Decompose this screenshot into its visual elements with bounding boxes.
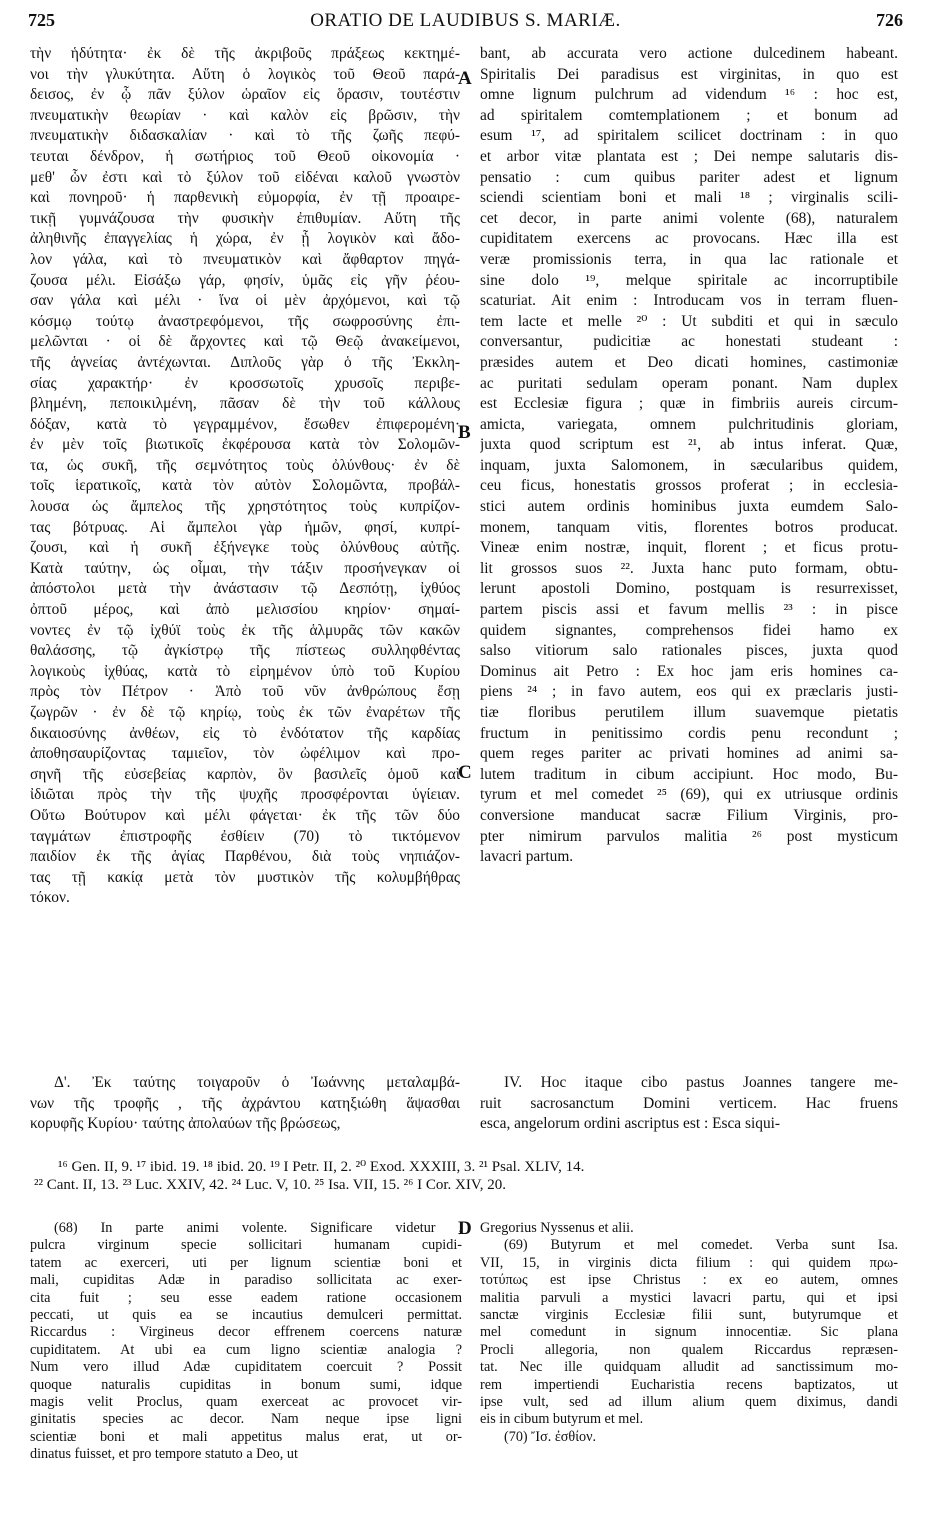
- footnote-line: Gregorius Nyssenus et alii.: [480, 1220, 634, 1236]
- latin-text-line: tem lacte et melle ²⁰ : Ut subditi et qui in sæculo: [480, 312, 898, 330]
- greek-section-iv: [30, 1073, 460, 1135]
- greek-text-line: τα, ὡς συκῆ, τῆς σεμνότητος τοὺς ὀλύνθους· ἐν δὲ: [30, 456, 460, 474]
- latin-text-line: ac puritati sedulam operam ponant. Nam duplex: [480, 374, 898, 392]
- greek-text-line: τὴν ἡδύτητα· ἐκ δὲ τῆς ἀκριβοῦς πράξεως κεκτημέ-: [30, 45, 460, 62]
- greek-section-line: κορυφῆς Κυρίου· ταύτης ἀπολαύων τῆς βρώσεως,: [30, 1115, 341, 1133]
- greek-text-line: τῆς ἁγνείας ἀντέχωνται. Διπλοῦς γὰρ ὁ τῆς Ἐκκλη-: [30, 353, 460, 371]
- greek-text-line: νοντες ἐν τῷ ἰχθύϊ τοὺς ἐκ τῆς ἁλμυρᾶς τῶν κακῶν: [30, 621, 460, 639]
- greek-text-line: Κατὰ ταύτην, ὡς οἶμαι, τὴν τάξιν προσήνεγκαν οἱ: [30, 559, 460, 577]
- greek-text-line: βλημένη, πεποικιλμένη, πᾶσαν δὲ τὴν τοῦ κάλλους: [30, 395, 460, 413]
- greek-text-line: λογικοὺς ἰχθύας, κατὰ τὸ εἰρημένον ὑπὸ τοῦ Κυρίου: [30, 662, 460, 680]
- margin-marker-b: B: [458, 422, 471, 443]
- footnote-line: tat. Nec ille quidquam alludit ad sanctissimum mo-: [480, 1359, 898, 1376]
- footnote-line: pulcra virginum specie sollicitari humanam cupidi-: [30, 1237, 462, 1254]
- latin-text-line: inquam, juxta Salomonem, in sæcularibus quidem,: [480, 456, 898, 474]
- latin-text-line: quidem signantes, comprehensos fidei hamo ex: [480, 621, 898, 639]
- margin-marker-a: A: [458, 68, 472, 89]
- latin-text-line: lutem traditum in cibum accipiunt. Hoc modo, Bu-: [480, 765, 898, 783]
- greek-text-line: πνευματικὴν διδασκαλίαν · καὶ τὸ τῆς ζωῆς πεφύ-: [30, 127, 460, 145]
- latin-text-line: veræ promissionis terra, in qua lac rationale et: [480, 250, 898, 268]
- footnote-line: (69) Butyrum et mel comedet. Verba sunt Isa.: [504, 1237, 898, 1254]
- footnote-line: mel comedunt in signum innocentiæ. Sic plana: [480, 1324, 898, 1341]
- footnote-line: ipse vult, sed ad illum alium quem diximus, dandi: [480, 1394, 898, 1411]
- page-number-left: 725: [28, 10, 55, 30]
- page-header: [24, 8, 907, 38]
- greek-text-line: πρὸς τὸν Πέτρον · Ἀπὸ τοῦ νῦν ἀνθρώπους ἔσῃ: [30, 683, 460, 701]
- latin-text-line: tyrum et mel comedet ²⁵ (69), qui ex utriusque ordinis: [480, 786, 898, 804]
- greek-text-line: τικῇ γυμνάζουσα τὴν φυσικὴν ἐπιθυμίαν. Αὕτη τῆς: [30, 209, 460, 227]
- latin-text-line: præsides autem et Deo dicati homines, castimoniæ: [480, 353, 898, 371]
- greek-text-line: παιδίον ἐκ τῆς ἁγίας Παρθένου, διὰ τοὺς νηπιάζον-: [30, 848, 460, 866]
- latin-text-line: est Ecclesiæ figura ; quæ in fimbriis aureis circum-: [480, 395, 898, 413]
- greek-section-line: Δ'. Ἐκ ταύτης τοιγαροῦν ὁ Ἰωάννης μεταλαμβά-: [54, 1074, 460, 1091]
- footnote-line: Procli allegoria, non qualem Riccardus repræsen-: [480, 1341, 898, 1358]
- footnote-line: dinatus fuisset, et pro tempore statuto a Deo, ut: [30, 1446, 298, 1463]
- greek-text-line: ἰδιῶται πρὸς τὴν τῆς ψυχῆς προσφέρονται ὑγίειαν.: [30, 786, 460, 804]
- greek-text-line: Οὕτω Βούτυρον καὶ μέλι φάγεται· ἐκ τῆς τῶν δύο: [30, 806, 460, 824]
- footnote-line: scientiæ boni et mali appetitus malus erat, ut or-: [30, 1428, 462, 1445]
- footnote-line: peccati, ut quis ea se incautius demulceri permittat.: [30, 1307, 462, 1324]
- running-title: ORATIO DE LAUDIBUS S. MARIÆ.: [310, 10, 621, 31]
- latin-text-line: scaturiat. Ait enim : Introducam vos in terram fluen-: [480, 292, 898, 310]
- references-line-2: ²² Cant. II, 13. ²³ Luc. XXIV, 42. ²⁴ Luc. V, 10. ²⁵ Isa. VII, 15. ²⁶ I Cor. XIV, 20.: [34, 1177, 507, 1193]
- latin-text-line: amicta, variegata, omnem pulchritudinis gloriam,: [480, 415, 898, 433]
- latin-text-line: pensatio : cum quibus pariter adest et lignum: [480, 168, 898, 186]
- greek-text-line: καὶ πονηροῦ· ἡ παρθενικὴ εὐμορφία, ἐν τῇ προαιρε-: [30, 189, 460, 207]
- greek-text-line: ζωγρῶν · ἐν δὲ τῷ κηρίῳ, τοὺς ἐκ τῶν ἐναρέτων τῆς: [30, 704, 460, 721]
- footnote-line: (70) Ἴσ. ἐσθίον.: [504, 1428, 597, 1445]
- latin-text-line: piens ²⁴ ; in favo autem, eos qui ex præclaris justi-: [480, 683, 898, 701]
- greek-text-line: ἐν μὲν τοῖς βιωτικοῖς ἐκφέρουσα κατὰ τὸν Σολομῶν-: [30, 436, 460, 454]
- latin-text-line: quem reges pariter ac privati homines ad animi sa-: [480, 745, 898, 763]
- footnote-line: cupiditatem. At ubi ea cum ligno scientiæ analogia ?: [30, 1341, 462, 1358]
- page-number-right: 726: [876, 10, 903, 30]
- latin-section-line: IV. Hoc itaque cibo pastus Joannes tangere me-: [504, 1074, 898, 1091]
- greek-text-line: σίας χαρακτήρ· ἐν κροσσωτοῖς χρυσοῖς περιβε-: [30, 374, 460, 392]
- greek-text-line: θαλάσσης, τῷ ἀγκίστρῳ τῆς πίστεως συλληφθέντας: [30, 642, 460, 660]
- latin-text-line: esum ¹⁷, ad spiritalem scilicet doctrinam : in quo: [480, 127, 898, 145]
- latin-text-line: stici autem ordinis hominibus juxta eumdem Salo-: [480, 498, 898, 516]
- footnote-line: VII, 15, in virginis dicta filium : qui quidem πρω-: [480, 1254, 898, 1271]
- latin-text-line: sciendi scientiam boni et mali ¹⁸ ; virginalis scili-: [480, 189, 898, 207]
- footnote-line: mali, cupiditas Adæ in paradiso sollicitata ac exer-: [30, 1272, 462, 1289]
- latin-text-line: cet decor, in parte animi volente (68), naturalem: [480, 209, 898, 227]
- latin-text-line: lit grossos suos ²². Juxta hanc puto formam, obtu-: [480, 559, 898, 577]
- latin-text-line: salso vitiorum salo rationales pisces, juxta quod: [480, 642, 898, 660]
- footnote-line: (68) In parte animi volente. Significare videtur ,: [54, 1220, 462, 1236]
- greek-text-line: τόκον.: [30, 889, 70, 907]
- footnote-line: Num vero illud Adæ cupiditatem coercuit ? Possit: [30, 1359, 462, 1376]
- footnote-line: cita fuit ; seu esse eadem ratione occasionem: [30, 1289, 462, 1306]
- footnote-line: rem impertiendi Eucharistia recens baptizatos, ut: [480, 1376, 898, 1393]
- greek-text-line: ἀπόστολοι μετὰ τὴν ἀνάστασιν τῷ Δεσπότῃ, ἰχθύος: [30, 580, 460, 598]
- greek-text-line: λουσα ὡς ἄμπελος τῆς χρηστότητος τοὺς κυπρίζον-: [30, 498, 460, 516]
- latin-text-line: partem piscis assi et favum mellis ²³ : in pisce: [480, 601, 898, 619]
- latin-text-line: lavacri partum.: [480, 848, 574, 866]
- greek-text-line: τοῖς ἱερατικοῖς, κατὰ τὸν αὐτὸν Σολομῶντα, προβάλ-: [30, 477, 460, 495]
- latin-text-line: lerunt apostoli Domino, postquam is resurrexisset,: [480, 580, 898, 598]
- greek-text-line: ἀποθησαυρίζοντας ταμιεῖον, τὸν ὠφέλιμον καὶ προ-: [30, 745, 460, 763]
- greek-text-line: σαν γάλα καὶ μέλι · ἵνα οἱ μὲν ἀρχόμενοι, καὶ τῷ: [30, 292, 460, 310]
- latin-text-line: juxta quod scriptum est ²¹, ab intus inferat. Quæ,: [480, 436, 898, 454]
- footnote-line: malitia parvuli a mystici lavacri partu, qui et ipsi: [480, 1289, 898, 1306]
- greek-text-line: μελῶνται · οἱ δὲ ἄρχοντες καὶ τῷ Θεῷ ἀνακείμενοι,: [30, 333, 460, 351]
- footnotes-left: [30, 1220, 462, 1464]
- greek-text-line: ζουσι, καὶ ἡ συκῆ ἐξήνεγκε τοὺς ὀλύνθους αὐτῆς.: [30, 539, 460, 557]
- latin-section-line: ruit sacrosanctum Domini verticem. Hac fruens: [480, 1094, 898, 1112]
- greek-text-line: κόσμῳ τούτῳ ἀναστρεφόμενοι, τῆς σωφροσύνης ἐπι-: [30, 312, 460, 330]
- footnote-line: magis velit Proclus, quam exerceat ac provocet vir-: [30, 1394, 462, 1411]
- latin-section-iv: [480, 1073, 898, 1135]
- latin-text-line: cupiditatem exercens ac provocans. Hæc illa est: [480, 230, 898, 248]
- greek-text-line: μεθ' ὧν ἐστι καὶ τὸ ξύλον τοῦ εἰδέναι καλοῦ γνωστὸν: [30, 168, 460, 186]
- greek-text-line: ὀπτοῦ μέρος, καὶ ἀπὸ μελισσίου κηρίον· σημαί-: [30, 601, 460, 619]
- greek-text-line: νοι τὴν γλυκύτητα. Αὕτη ὁ λογικὸς τοῦ Θεοῦ παρά-: [30, 65, 460, 83]
- greek-text-line: σηνῆ τῆς εὐσεβείας καρπὸν, ὃν βασιλεῖς ὁμοῦ καὶ: [30, 765, 460, 783]
- latin-text-line: pter nimirum parvulos malitia ²⁶ post mysticum: [480, 827, 898, 845]
- latin-text-line: ad spiritalem comtemplationem ; et bonum ad: [480, 106, 898, 124]
- latin-section-line: esca, angelorum ordini ascriptus est : Esca siqui-: [480, 1115, 781, 1133]
- greek-section-line: νων τῆς τροφῆς , τῆς ἀχράντου κατηξιώθη ἅψασθαι: [30, 1094, 460, 1112]
- greek-text-line: ἀληθινῆς ἐπαγγελίας ἡ χώρα, ἐν ᾗ λογικὸν καὶ ἄδο-: [30, 230, 460, 248]
- greek-text-line: δόξαν, κατὰ τὸ γεγραμμένον, ἔσωθεν ἐπιφερομένη·: [30, 415, 460, 433]
- latin-text-line: Spiritalis Dei paradisus est virginitas, in quo est: [480, 65, 898, 83]
- greek-text-line: πνευματικὴν θεωρίαν · καὶ καλὸν εἰς βρῶσιν, τὴν: [30, 106, 460, 124]
- footnote-line: sanctæ virginis Ecclesiæ filii sunt, butyrumque et: [480, 1307, 898, 1324]
- footnote-line: eis in cibum butyrum et mel.: [480, 1411, 644, 1428]
- footnote-line: ginitatis species ac decor. Nam neque ipse ligni: [30, 1411, 462, 1428]
- latin-text-line: sine dolo ¹⁹, melque spiritale ac incorruptibile: [480, 271, 898, 289]
- greek-text-line: δεισος, ἐν ᾧ πᾶν ξύλον ὡραῖον εἰς ὅρασιν, τουτέστιν: [30, 86, 460, 104]
- latin-text-line: ceu ficus, honestatis grossos proferat ; in ecclesia-: [480, 477, 898, 495]
- latin-text-line: Vineæ enim nostræ, inquit, florent ; et ficus protu-: [480, 539, 898, 557]
- greek-text-line: τας τῇ κακίᾳ μετὰ τὸν μυστικὸν τῆς κολυμβήθρας: [30, 868, 460, 886]
- greek-text-line: τευται δένδρον, ἡ σωτήριος τοῦ Θεοῦ οἰκονομία ·: [30, 147, 460, 165]
- references-line-1: ¹⁶ Gen. II, 9. ¹⁷ ibid. 19. ¹⁸ ibid. 20. ¹⁹ I Petr. II, 2. ²⁰ Exod. XXXIII, 3. ²¹ Psal. XLIV, 14.: [58, 1159, 585, 1175]
- latin-column: [480, 44, 898, 868]
- latin-text-line: monem, tanquam vitis, florentes botros producat.: [480, 518, 898, 536]
- latin-text-line: Dominus ait Petro : Ex hoc jam eris homines ca-: [480, 662, 898, 680]
- latin-text-line: omne lignum pulchrum ad videndum ¹⁶ : hoc est,: [480, 86, 898, 104]
- footnotes-right: [480, 1220, 898, 1446]
- greek-text-line: ταγμάτων ἐπιστροφῆς ἐσθίειν (70) τὸ τικτόμενον: [30, 827, 460, 845]
- footnote-line: quoque naturalis cupiditas in bonum sumi, idque: [30, 1376, 462, 1393]
- margin-marker-d: D: [458, 1218, 472, 1239]
- latin-text-line: conversantur, pudicitiæ ac honestati studeant :: [480, 333, 898, 351]
- footnote-line: tatem ac exerceri, uti per lignum scientiæ boni et: [30, 1254, 462, 1271]
- greek-text-line: λον γάλα, καὶ τὸ πνευματικὸν καὶ ἄφθαρτον πηγά-: [30, 250, 460, 268]
- greek-column: [30, 44, 460, 909]
- latin-text-line: tiæ floribus perutilem illum suavemque pietatis: [480, 704, 898, 721]
- latin-text-line: et arbor vitæ plantata est ; Dei nempe salutaris dis-: [480, 147, 898, 165]
- margin-marker-c: C: [458, 762, 472, 783]
- latin-text-line: conversione manducat sacræ Filium Virginis, pro-: [480, 806, 898, 824]
- greek-text-line: τας βότρυας. Αἱ ἄμπελοι γὰρ ἡμῶν, φησί, κυπρί-: [30, 518, 460, 536]
- footnote-line: Riccardus : Virgineus decor effrenem coercens naturæ: [30, 1324, 462, 1341]
- latin-text-line: fructum in penitissimo cordis penu recondunt ;: [480, 724, 898, 742]
- latin-text-line: bant, ab accurata vero actione dulcedinem habeant.: [480, 45, 898, 62]
- greek-text-line: δικαιοσύνης ἀνθέων, εἰς τὸ ἐνδότατον τῆς καρδίας: [30, 724, 460, 742]
- footnote-line: τοτύπως est ipse Christus : ex eo autem, omnes: [480, 1272, 898, 1289]
- greek-text-line: ζουσα μέλι. Εἰσάξω γάρ, φησίν, ὑμᾶς εἰς γῆν ῥέου-: [30, 271, 460, 289]
